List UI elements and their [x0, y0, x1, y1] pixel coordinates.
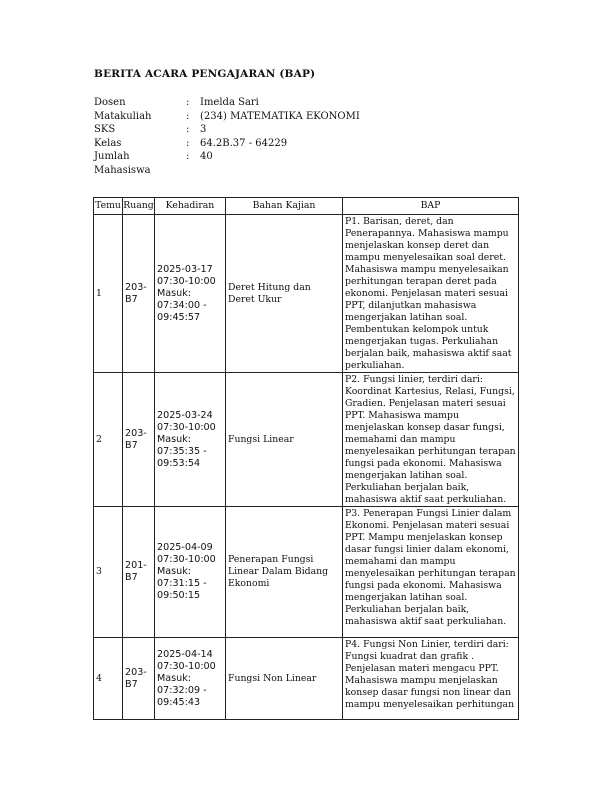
- info-separator: :: [186, 151, 190, 163]
- kehadiran-keluar: 09:53:54: [157, 457, 201, 469]
- cell-kehadiran: [155, 638, 226, 720]
- kehadiran-masuk-label: Masuk:: [157, 566, 192, 577]
- cell-temu: 4: [94, 638, 123, 720]
- cell-temu: 3: [94, 507, 123, 638]
- kehadiran-tanggal: 2025-04-09: [157, 542, 213, 553]
- kehadiran-keluar: 09:50:15: [157, 590, 201, 601]
- kehadiran-tanggal: 2025-04-14: [157, 648, 213, 660]
- cell-ruang: 203-B7: [123, 638, 155, 720]
- cell-ruang: 203-B7: [123, 215, 155, 373]
- cell-bap: P2. Fungsi linier, terdiri dari: Koordinat Kartesius, Relasi, Fungsi, Gradien. Penjelasan materi sesuai PPT. Mahasiswa mampu menjelaskan konsep dasar fungsi, memahami dan mampu menyelesaikan perhitungan terapan fungsi pada ekonomi. Mahasiswa mengerjakan latihan soal. Perkuliahan berjalan baik, mahasiswa aktif saat perkuliahan.: [343, 373, 519, 507]
- info-row-matakuliah: [94, 110, 360, 124]
- cell-bap: P1. Barisan, deret, dan Penerapannya. Mahasiswa mampu menjelaskan konsep deret dan mampu menyelesaikan soal deret. Mahasiswa mampu menyelesaikan perhitungan terapan deret pada ekonomi. Penjelasan materi sesuai PPT, dilanjutkan mahasiswa mengerjakan latihan soal. Pembentukan kelompok untuk mengerjakan tugas. Perkuliahan berjalan baik, mahasiswa aktif saat perkuliahan.: [343, 215, 519, 373]
- table-row: [94, 373, 519, 507]
- info-value: 3: [200, 124, 207, 136]
- table-row: [94, 215, 519, 373]
- kehadiran-keluar: 09:45:43: [157, 696, 201, 708]
- kehadiran-tanggal: 2025-03-17: [157, 263, 213, 275]
- header-kehadiran: Kehadiran: [155, 198, 226, 215]
- info-value: (234) MATEMATIKA EKONOMI: [200, 110, 360, 122]
- kehadiran-jam: 07:30-10:00: [157, 275, 216, 287]
- info-label: Kelas: [94, 137, 122, 149]
- kehadiran-tanggal: 2025-03-24: [157, 409, 213, 421]
- info-value: 64.2B.37 - 64229: [200, 137, 288, 149]
- header-ruang: Ruang: [123, 198, 155, 215]
- info-row-kelas: [94, 137, 360, 151]
- course-info: [94, 96, 360, 178]
- cell-kehadiran: [155, 507, 226, 638]
- info-label: Dosen: [94, 97, 126, 108]
- kehadiran-masuk: 07:34:00 -: [157, 299, 207, 311]
- info-value: 40: [200, 151, 213, 163]
- header-bahan-kajian: Bahan Kajian: [226, 198, 343, 215]
- cell-bahan-kajian: Fungsi Non Linear: [226, 638, 343, 720]
- info-separator: :: [186, 124, 190, 136]
- table-row: [94, 507, 519, 638]
- table-header-row: [94, 198, 519, 215]
- kehadiran-jam: 07:30-10:00: [157, 554, 216, 565]
- kehadiran-masuk-label: Masuk:: [157, 287, 192, 299]
- info-label: Jumlah Mahasiswa: [94, 151, 151, 176]
- cell-temu: 1: [94, 215, 123, 373]
- header-temu: Temu: [94, 198, 123, 215]
- kehadiran-masuk: 07:31:15 -: [157, 578, 207, 589]
- cell-temu: 2: [94, 373, 123, 507]
- info-value: Imelda Sari: [200, 97, 259, 108]
- info-label: Matakuliah: [94, 110, 152, 122]
- kehadiran-masuk-label: Masuk:: [157, 672, 192, 684]
- info-label: SKS: [94, 124, 116, 136]
- table-row: [94, 638, 519, 720]
- kehadiran-jam: 07:30-10:00: [157, 421, 216, 433]
- kehadiran-masuk-label: Masuk:: [157, 433, 192, 445]
- kehadiran-masuk: 07:35:35 -: [157, 445, 207, 457]
- info-separator: :: [186, 110, 190, 122]
- cell-ruang: 203-B7: [123, 373, 155, 507]
- cell-kehadiran: [155, 373, 226, 507]
- header-bap: BAP: [343, 198, 519, 215]
- info-row-sks: [94, 123, 360, 137]
- cell-kehadiran: [155, 215, 226, 373]
- cell-bap: P3. Penerapan Fungsi Linier dalam Ekonomi. Penjelasan materi sesuai PPT. Mampu menjelaskan konsep dasar fungsi linier dalam ekonomi, memahami dan mampu menyelesaikan perhitungan terapan fungsi pada ekonomi. Mahasiswa mengerjakan latihan soal. Perkuliahan berjalan baik, mahasiswa aktif saat perkuliahan.: [343, 507, 519, 638]
- info-separator: :: [186, 137, 190, 149]
- cell-ruang: 201-B7: [123, 507, 155, 638]
- cell-bap: P4. Fungsi Non Linier, terdiri dari: Fungsi kuadrat dan grafik . Penjelasan materi mengacu PPT. Mahasiswa mampu menjelaskan konsep dasar fungsi non linear dan mampu menyelesaikan perhitungan: [343, 638, 519, 720]
- cell-bahan-kajian: Penerapan Fungsi Linear Dalam Bidang Ekonomi: [226, 507, 343, 638]
- info-row-dosen: [94, 96, 360, 110]
- kehadiran-masuk: 07:32:09 -: [157, 684, 207, 696]
- info-separator: :: [186, 97, 190, 108]
- info-row-jumlah-mahasiswa: [94, 150, 360, 177]
- kehadiran-keluar: 09:45:57: [157, 311, 201, 323]
- cell-bahan-kajian: Deret Hitung dan Deret Ukur: [226, 215, 343, 373]
- bap-table: [93, 197, 519, 720]
- cell-bahan-kajian: Fungsi Linear: [226, 373, 343, 507]
- kehadiran-jam: 07:30-10:00: [157, 660, 216, 672]
- document-title: BERITA ACARA PENGAJARAN (BAP): [94, 68, 316, 80]
